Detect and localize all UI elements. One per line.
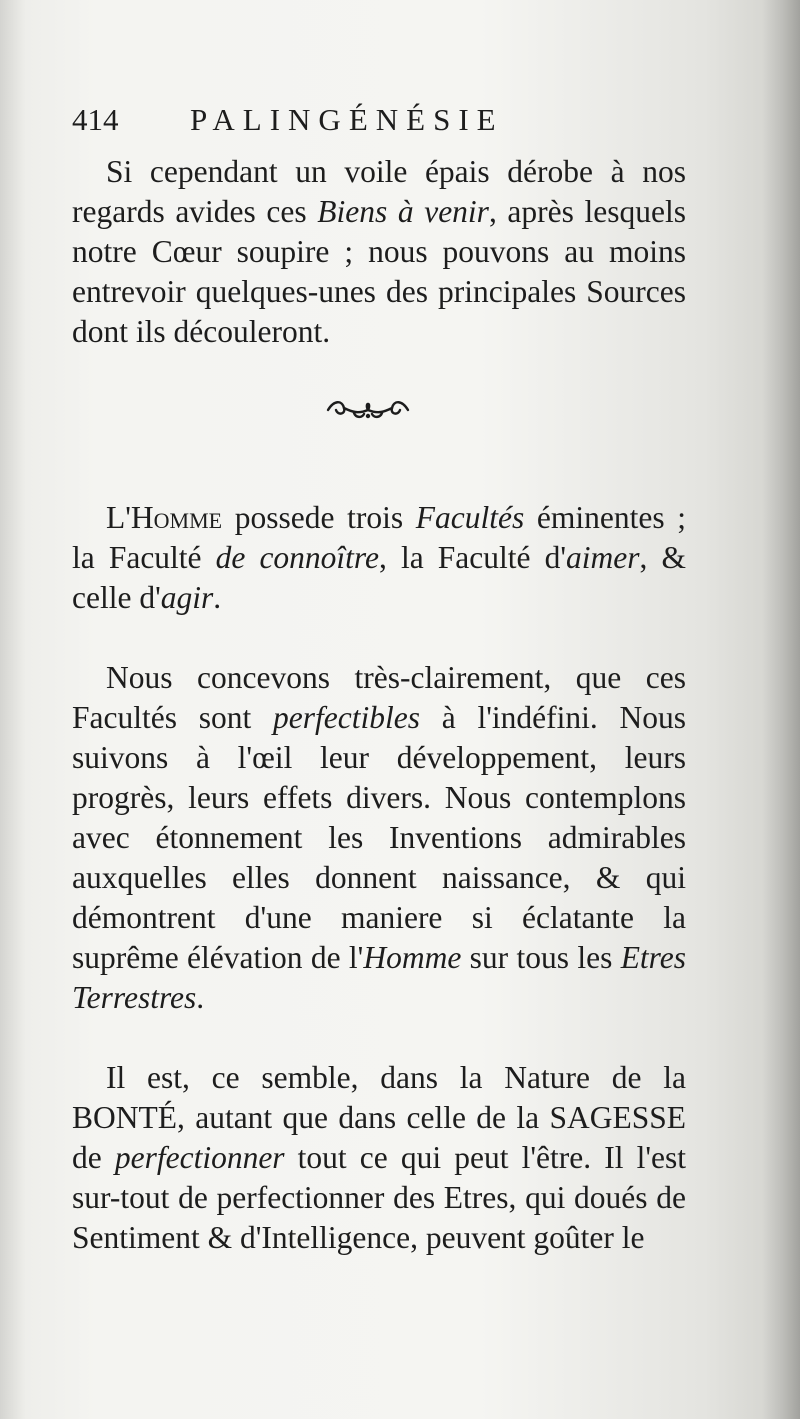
- text-run-italic: Facultés: [415, 500, 525, 535]
- text-run: éminentes ; la Faculté: [72, 500, 686, 575]
- text-run: Nous concevons très-clairement, que ces Facultés sont: [72, 660, 686, 735]
- paragraph-3: [72, 658, 686, 1018]
- text-run-italic: perfectibles: [273, 700, 420, 735]
- text-run: .: [196, 980, 205, 1015]
- text-run: sur tous les: [461, 940, 621, 975]
- text-run-italic: agir: [160, 580, 214, 615]
- text-run: à l'indéfini. Nous suivons à l'œil leur développement, leurs progrès, leurs effets divers. Nous contemplons avec étonnement les Inventions admirables auxquelles elles donnent naissance, & qui démontrent d'une maniere si éclatante la suprême élévation de l': [72, 700, 686, 975]
- page-gutter-shadow: [0, 0, 26, 1419]
- text-run-italic: Biens à venir: [317, 194, 489, 229]
- text-run-italic: Etres Terrestres: [72, 940, 687, 1015]
- text-run-italic: Homme: [363, 940, 462, 975]
- paragraph-1: [72, 152, 686, 352]
- text-run-italic: aimer: [566, 540, 640, 575]
- text-run: possede trois: [222, 500, 416, 535]
- text-run: , après lesquels notre Cœur soupire ; nous pouvons au moins entrevoir quelques-unes des principales Sources dont ils découleront.: [72, 194, 686, 349]
- text-run-smallcaps: L'Homme: [106, 500, 223, 535]
- text-run: Si cependant un voile épais dérobe à nos regards avides ces: [72, 154, 686, 229]
- page-number: 414: [72, 102, 119, 137]
- page-content: [72, 100, 686, 1258]
- page-edge-shadow: [762, 0, 800, 1419]
- text-run: tout ce qui peut l'être. Il l'est sur-tout de perfectionner des Etres, qui doués de Sentiment & d'Intelligence, peuvent goûter le: [72, 1140, 686, 1255]
- text-run-italic: de connoître: [215, 540, 379, 575]
- ornament-fleuron-icon: [324, 396, 412, 422]
- text-run: Il est, ce semble, dans la Nature de la BONTÉ, autant que dans celle de la SAGESSE de: [72, 1060, 686, 1175]
- running-head: PALINGÉNÉSIE: [190, 102, 504, 137]
- paragraph-4: [72, 1058, 686, 1258]
- paragraph-2: [72, 498, 686, 618]
- text-run: , & celle d': [72, 540, 686, 615]
- text-run: .: [213, 580, 222, 615]
- text-run-italic: perfectionner: [114, 1140, 285, 1175]
- page-header: [72, 100, 686, 140]
- text-run: , la Faculté d': [379, 540, 567, 575]
